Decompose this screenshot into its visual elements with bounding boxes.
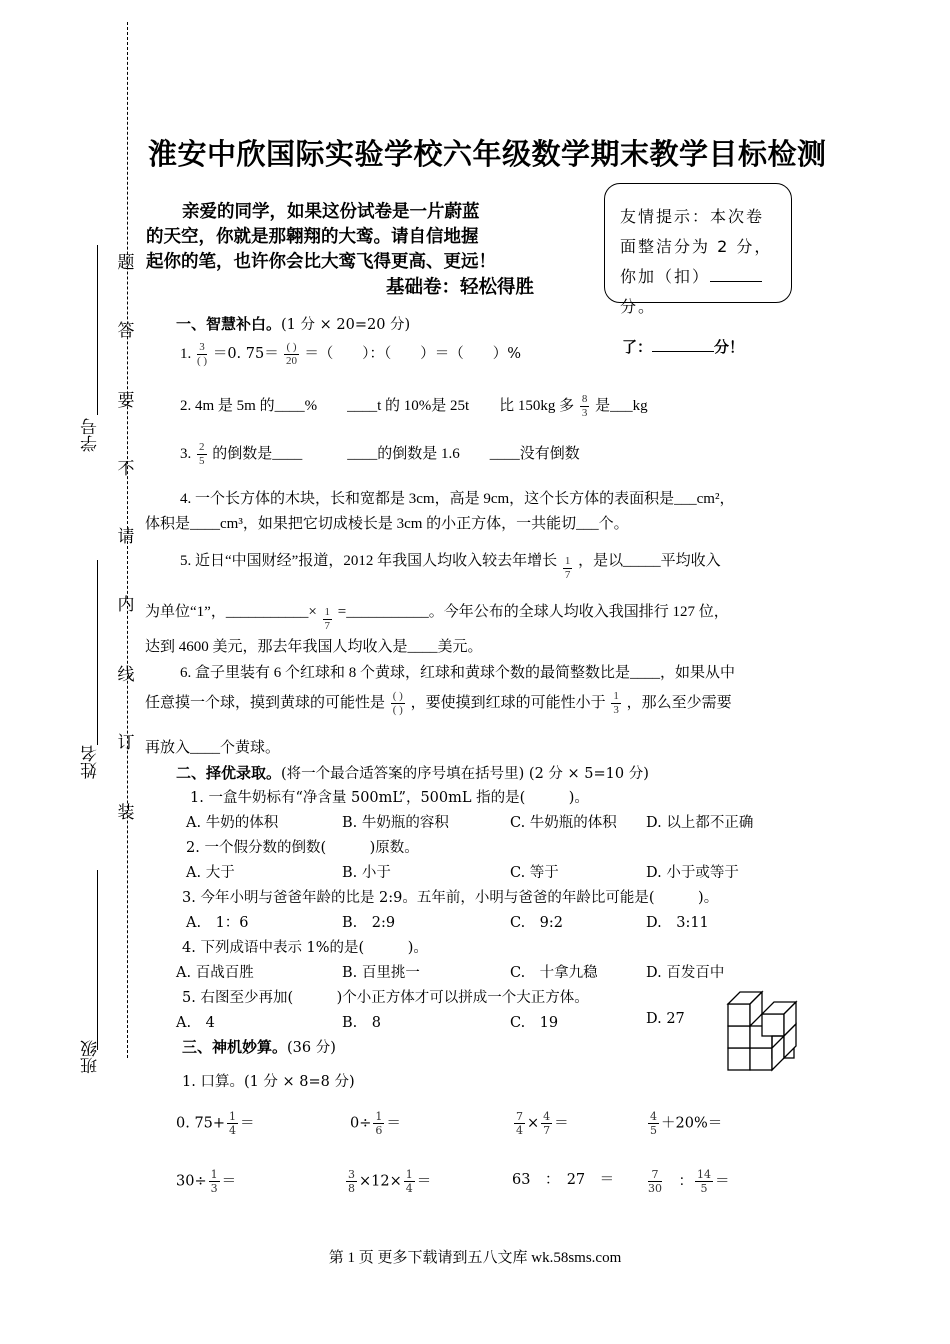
tip-line-1: 友情提示：本次卷 [620, 207, 765, 226]
tip-text [620, 202, 772, 322]
section-1-heading [176, 313, 410, 334]
q1-4-line-2: 体积是____cm³，如果把它切成棱长是 3cm 的小正方体，一共能切___个。 [145, 516, 629, 532]
q1-6-line-1: 6. 盒子里装有 6 个红球和 8 个黄球，红球和黄球个数的最简整数比是____，如果从中 [180, 665, 736, 681]
q2-2-option-b[interactable]: B. 小于 [342, 865, 391, 881]
side-char-3: 要 [117, 391, 135, 410]
q2-5-option-c[interactable]: C. 19 [510, 1015, 559, 1031]
calc-2-3: 63 ： 27 ＝ [512, 1172, 615, 1188]
q2-4-option-b[interactable]: B. 百里挑一 [342, 965, 420, 981]
q2-1: 1. 一盒牛奶标有“净含量 500mL”，500mL 指的是( )。 [190, 790, 589, 806]
calc-2-4: $\frac{7}{30}$ ： $\frac{14}{5}$ ＝ [648, 1168, 730, 1195]
q1-6-line-2: 任意摸一个球，摸到黄球的可能性是 $\frac{( )}{( )}$ ，要使摸到红球的可能性小于 $\frac{1}{3}$ ，那么至少需要 [145, 690, 732, 716]
name-label: 姓名 [81, 745, 100, 779]
q1-5-line-2: 为单位“1”，___________× $\frac{1}{7}$ =___________。今年公布的全球人均收入我国排行 127 位， [145, 603, 729, 632]
name-field-line[interactable] [97, 560, 98, 745]
q2-1-option-b[interactable]: B. 牛奶瓶的容积 [342, 815, 449, 831]
section-2-heading [176, 762, 649, 783]
calc-1-2: 0÷ $\frac{1}{6}$ ＝ [350, 1110, 401, 1137]
intro-line-1: 亲爱的同学，如果这份试卷是一片蔚蓝 [182, 202, 480, 222]
tip-line-5-end: 分！ [714, 338, 745, 356]
calc-2-1: 30÷ $\frac{1}{3}$ ＝ [176, 1168, 237, 1195]
q2-2-option-d[interactable]: D. 小于或等于 [646, 865, 739, 881]
section-2-title: 二、择优录取。 [176, 764, 282, 782]
intro-paragraph [146, 200, 534, 300]
q2-5-option-a[interactable]: A. 4 [176, 1015, 215, 1031]
q1-5-line-3: 达到 4600 美元，那去年我国人均收入是____美元。 [145, 639, 483, 655]
page-title: 淮安中欣国际实验学校六年级数学期末教学目标检测 [148, 137, 827, 171]
q2-3-option-b[interactable]: B. 2:9 [342, 915, 396, 931]
calc-1-3: $\frac{7}{4}$ × $\frac{4}{7}$ ＝ [516, 1110, 569, 1137]
calc-1-4: $\frac{4}{5}$ ＋20%＝ [650, 1110, 723, 1137]
section-1-score: (1 分 × 20=20 分) [281, 317, 411, 333]
q2-4-option-c[interactable]: C. 十拿九稳 [510, 965, 598, 981]
tip-line-3: 你加（扣） [620, 267, 711, 286]
q2-4: 4. 下列成语中表示 1%的是( )。 [182, 940, 428, 956]
q2-2: 2. 一个假分数的倒数( )原数。 [186, 840, 419, 856]
q2-4-option-a[interactable]: A. 百战百胜 [176, 965, 254, 981]
q2-5-option-d[interactable]: D. 27 [646, 1011, 685, 1027]
q1-1-frac2: $\frac{( )}{20}$ [286, 341, 298, 367]
q1-1-num: 1. [180, 345, 192, 362]
q2-3-option-d[interactable]: D. 3:11 [646, 915, 709, 931]
tip-total-line [622, 336, 744, 357]
q1-6-line-3: 再放入____个黄球。 [145, 740, 281, 756]
cube-stack-figure [722, 986, 808, 1078]
tip-total-blank[interactable] [652, 351, 714, 352]
student-id-field-line[interactable] [97, 245, 98, 415]
q2-5-option-b[interactable]: B. 8 [342, 1015, 381, 1031]
side-char-8: 订 [117, 733, 135, 752]
tip-line-4: 分。 [620, 297, 657, 316]
section-2-note: (将一个最合适答案的序号填在括号里) (2 分 × 5=10 分) [281, 766, 649, 782]
q2-5: 5. 右图至少再加( )个小正方体才可以拼成一个大正方体。 [182, 990, 589, 1006]
section-3-title: 三、神机妙算。 [182, 1038, 288, 1056]
student-id-label: 学号 [81, 418, 100, 452]
q1-5-line-1: 5. 近日“中国财经”报道，2012 年我国人均收入较去年增长 $\frac{1}{7}$ ，是以_____平均收入 [180, 552, 721, 581]
tip-line-5: 了： [622, 338, 653, 356]
intro-subtitle: 基础卷：轻松得胜 [386, 277, 535, 298]
intro-line-2: 的天空，你就是那翱翔的大鸾。请自信地握 [146, 227, 479, 247]
side-char-9: 装 [117, 803, 135, 822]
q1-4-line-1: 4. 一个长方体的木块，长和宽都是 3cm，高是 9cm，这个长方体的表面积是___cm²， [180, 491, 735, 507]
side-char-4: 不 [117, 459, 135, 478]
q2-1-option-c[interactable]: C. 牛奶瓶的体积 [510, 815, 617, 831]
calc-1-1: 0. 75+ $\frac{1}{4}$ ＝ [176, 1110, 255, 1137]
tip-score-blank[interactable] [710, 281, 762, 282]
side-char-7: 线 [117, 665, 135, 684]
q2-1-option-d[interactable]: D. 以上都不正确 [646, 815, 754, 831]
class-field-line[interactable] [97, 870, 98, 1050]
section-1-title: 一、智慧补白。 [176, 315, 282, 333]
q1-2: 2. 4m 是 5m 的____% ____t 的 10%是 25t 比 150kg 多 $\frac{8}{3}$ 是___kg [180, 393, 648, 419]
page-footer: 第 1 页 更多下载请到五八文库 wk.58sms.com [328, 1250, 622, 1266]
calc-2-2: $\frac{3}{8}$ ×12× $\frac{1}{4}$ ＝ [348, 1168, 432, 1195]
q2-1-option-a[interactable]: A. 牛奶的体积 [186, 815, 279, 831]
side-char-1: 题 [117, 253, 135, 272]
side-char-2: 答 [117, 321, 135, 340]
q2-4-option-d[interactable]: D. 百发百中 [646, 965, 725, 981]
q2-3-option-a[interactable]: A. 1：6 [186, 915, 249, 931]
class-label: 班级 [81, 1040, 100, 1074]
intro-line-3: 起你的笔，也许你会比大鸾飞得更高、更远！ [146, 252, 496, 272]
section-3-heading [182, 1036, 336, 1057]
side-char-5: 请 [117, 527, 135, 546]
section-3-score: (36 分) [287, 1040, 336, 1056]
side-char-6: 内 [117, 595, 135, 614]
q1-1: 1. $\frac{3}{( )}$ ＝0. 75＝ $\frac{( )}{20}$ ＝（ ）：（ ）＝（ ）% [180, 341, 522, 367]
q2-2-option-a[interactable]: A. 大于 [186, 865, 235, 881]
tip-line-2: 面整洁分为 2 分， [620, 237, 773, 256]
q1-3: 3. $\frac{2}{5}$ 的倒数是____ ____的倒数是 1.6 ____没有倒数 [180, 441, 580, 467]
q2-3: 3. 今年小明与爸爸年龄的比是 2:9。五年前，小明与爸爸的年龄比可能是( )。 [182, 890, 719, 906]
q2-2-option-c[interactable]: C. 等于 [510, 865, 559, 881]
q1-1-frac: $\frac{3}{( )}$ [197, 341, 208, 367]
section-3-sub-1: 1. 口算。(1 分 × 8=8 分) [182, 1074, 355, 1090]
q2-3-option-c[interactable]: C. 9:2 [510, 915, 564, 931]
